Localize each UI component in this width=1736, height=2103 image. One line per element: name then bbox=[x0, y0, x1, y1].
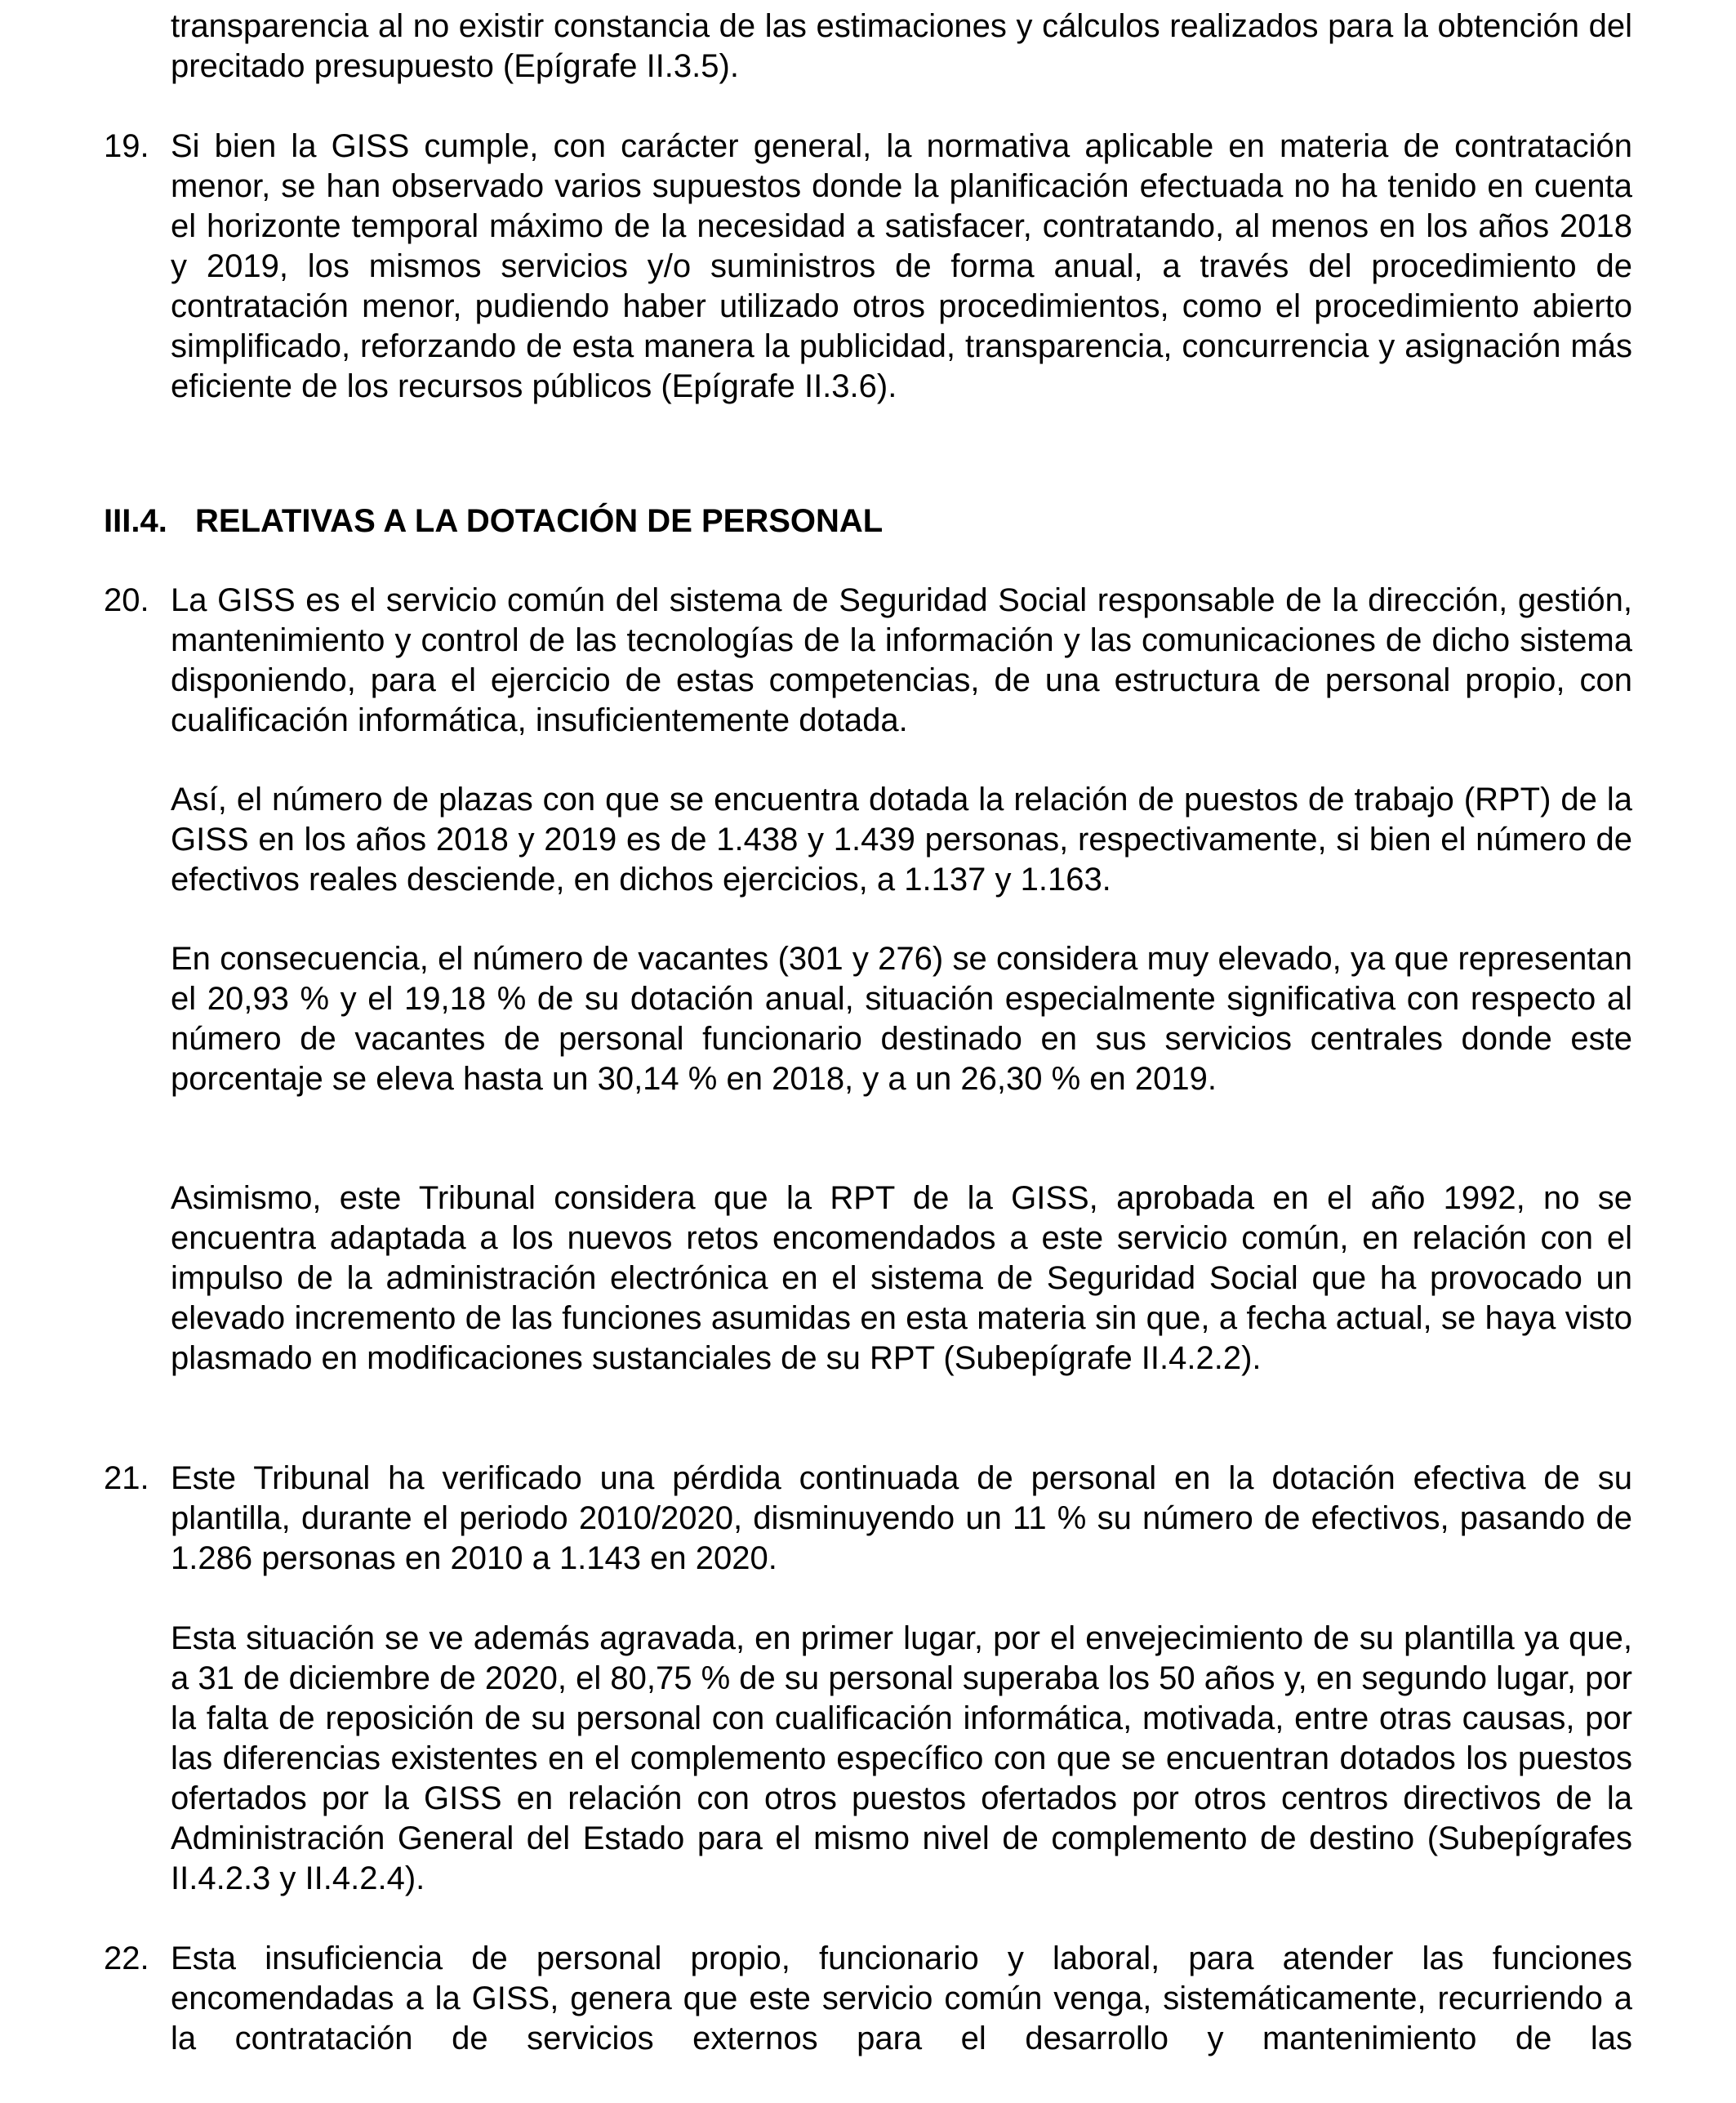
section-heading-number: III.4. bbox=[104, 503, 167, 539]
paragraph-21-text: Este Tribunal ha verificado una pérdida continuada de personal en la dotación efectiva de su plantilla, durante el periodo 2010/2020, disminuyendo un 11 % su número de efectivos, pasando de 1.286 personas en 2010 a 1.143 en 2020. bbox=[171, 1460, 1632, 1576]
section-heading-title: RELATIVAS A LA DOTACIÓN DE PERSONAL bbox=[195, 503, 884, 539]
paragraph-20-sub-1: Así, el número de plazas con que se encuentra dotada la relación de puestos de trabajo (RPT) de la GISS en los años 2018 y 2019 es de 1.438 y 1.439 personas, respectivamente, si bien el número de efectivos reales desciende, en dichos ejercicios, a 1.137 y 1.163. bbox=[171, 782, 1632, 898]
paragraph-20-text: La GISS es el servicio común del sistema de Seguridad Social responsable de la dirección, gestión, mantenimiento y control de las tecnologías de la información y las comunicaciones de dicho sistema disponiendo, para el ejercicio de estas competencias, de una estructura de personal propio, con cualificación informática, insuficientemente dotada. bbox=[171, 582, 1632, 738]
paragraph-20-sub-3: Asimismo, este Tribunal considera que la RPT de la GISS, aprobada en el año 1992, no se encuentra adaptada a los nuevos retos encomendados a este servicio común, en relación con el impulso de la administración electrónica en el sistema de Seguridad Social que ha provocado un elevado incremento de las funciones asumidas en esta materia sin que, a fecha actual, se haya visto plasmado en modificaciones sustanciales de su RPT (Subepígrafe II.4.2.2). bbox=[171, 1180, 1632, 1376]
paragraph-22-number: 22. bbox=[104, 1940, 149, 1976]
paragraph-21-sub-1: Esta situación se ve además agravada, en primer lugar, por el envejecimiento de su plantilla ya que, a 31 de diciembre de 2020, el 80,75 % de su personal superaba los 50 años y, en segundo lugar, por la falta de reposición de su personal con cualificación informática, motivada, entre otras causas, por las diferencias existentes en el complemento específico con que se encuentran dotados los puestos ofertados por la GISS en relación con otros puestos ofertados por otros centros directivos de la Administración General del Estado para el mismo nivel de complemento de destino (Subepígrafes II.4.2.3 y II.4.2.4). bbox=[171, 1620, 1632, 1896]
paragraph-22-text: Esta insuficiencia de personal propio, funcionario y laboral, para atender las funciones encomendadas a la GISS, genera que este servicio común venga, sistemáticamente, recurriendo a la contratación de servicios externos para el desarrollo y mantenimiento de las bbox=[171, 1940, 1632, 2056]
paragraph-21-number: 21. bbox=[104, 1460, 149, 1496]
section-heading bbox=[104, 501, 883, 541]
paragraph-18-continuation: transparencia al no existir constancia de las estimaciones y cálculos realizados para la obtención del precitado presupuesto (Epígrafe II.3.5). bbox=[171, 8, 1632, 84]
paragraph-19-number: 19. bbox=[104, 128, 149, 164]
paragraph-20-sub-2: En consecuencia, el número de vacantes (301 y 276) se considera muy elevado, ya que representan el 20,93 % y el 19,18 % de su dotación anual, situación especialmente significativa con respecto al número de vacantes de personal funcionario destinado en sus servicios centrales donde este porcentaje se eleva hasta un 30,14 % en 2018, y a un 26,30 % en 2019. bbox=[171, 941, 1632, 1097]
paragraph-19-text: Si bien la GISS cumple, con carácter general, la normativa aplicable en materia de contratación menor, se han observado varios supuestos donde la planificación efectuada no ha tenido en cuenta el horizonte temporal máximo de la necesidad a satisfacer, contratando, al menos en los años 2018 y 2019, los mismos servicios y/o suministros de forma anual, a través del procedimiento de contratación menor, pudiendo haber utilizado otros procedimientos, como el procedimiento abierto simplificado, reforzando de esta manera la publicidad, transparencia, concurrencia y asignación más eficiente de los recursos públicos (Epígrafe II.3.6). bbox=[171, 128, 1632, 404]
paragraph-20-number: 20. bbox=[104, 582, 149, 618]
